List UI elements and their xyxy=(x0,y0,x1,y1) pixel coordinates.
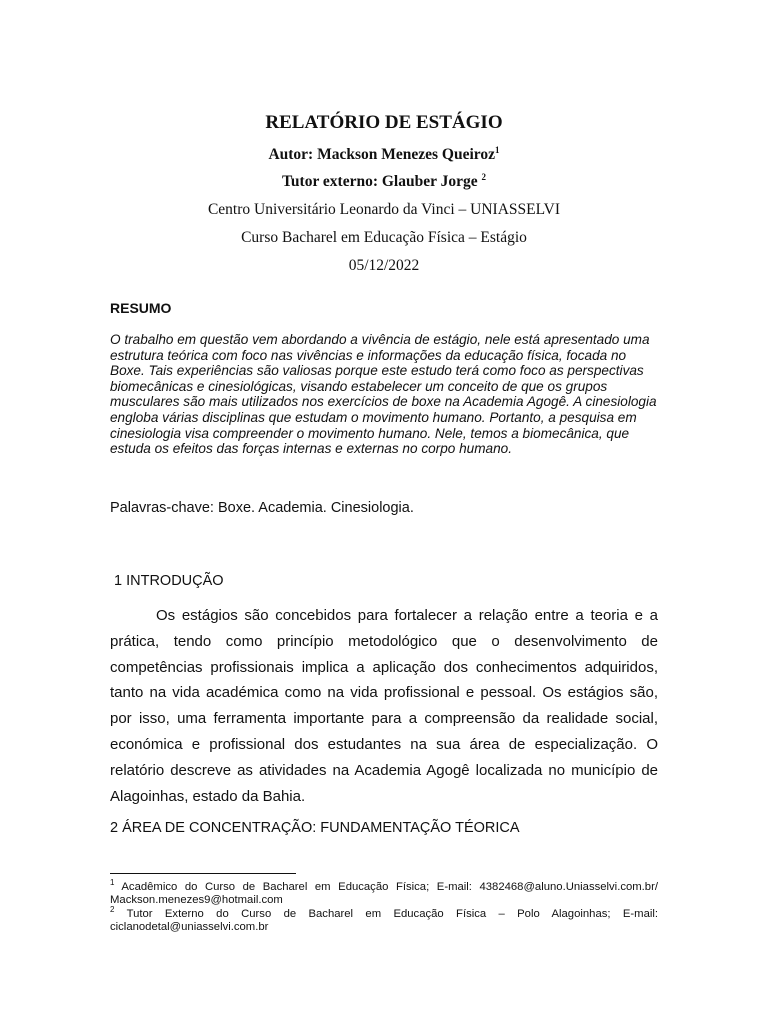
introduction-heading: 1 INTRODUÇÃO xyxy=(114,573,224,589)
author-footnote-mark: 1 xyxy=(495,144,500,155)
footnote-1-mark: 1 xyxy=(110,878,115,888)
footnote-1 xyxy=(110,878,658,907)
document-date: 05/12/2022 xyxy=(348,257,420,274)
author-line xyxy=(0,146,768,164)
footnote-2-text: Tutor Externo do Curso de Bacharel em Educação Física – Polo Alagoinhas; E-mail: ciclanodetal@uniasselvi.com.br xyxy=(110,908,659,933)
abstract-text: O trabalho em questão vem abordando a vivência de estágio, nele está apresentado uma estrutura teórica com foco nas vivências e informações da educação física, focada no Boxe. Tais experiências são valiosas porque este estudo terá como foco as perspectivas biomecânicas e cinesiológicas, visando estabelecer um conceito de que os grupos musculares são mais utilizados nos exercícios de boxe na Academia Agogê. A cinesiologia engloba várias disciplinas que estudam o movimento humano. Portanto, a pesquisa em cinesiologia visa compreender o movimento humano. Nele, temos a biomecânica, que estuda os efeitos das forças internas e externas no corpo humano. xyxy=(110,332,657,457)
tutor-line xyxy=(0,173,768,191)
tutor-footnote-mark: 2 xyxy=(481,171,486,182)
course-line: Curso Bacharel em Educação Física – Estágio xyxy=(241,229,527,246)
institution-line: Centro Universitário Leonardo da Vinci – UNIASSELVI xyxy=(207,201,561,218)
footnote-2-mark: 2 xyxy=(110,905,115,915)
tutor-text: Tutor externo: Glauber Jorge xyxy=(282,173,478,190)
keywords-line: Palavras-chave: Boxe. Academia. Cinesiologia. xyxy=(110,500,414,516)
abstract-heading: RESUMO xyxy=(110,300,172,316)
author-text: Autor: Mackson Menezes Queiroz xyxy=(268,146,496,163)
section2-heading: 2 ÁREA DE CONCENTRAÇÃO: FUNDAMENTAÇÃO TÉORICA xyxy=(110,820,520,836)
footnote-1-text: Acadêmico do Curso de Bacharel em Educação Física; E-mail: 4382468@aluno.Uniasselvi.com.br/ Mackson.menezes9@hotmail.com xyxy=(110,881,658,906)
document-title: RELATÓRIO DE ESTÁGIO xyxy=(265,112,503,133)
footnote-separator xyxy=(110,873,296,874)
introduction-text: Os estágios são concebidos para fortalecer a relação entre a teoria e a prática, tendo como princípio metodológico que o desenvolvimento de competências profissionais implica a aplicação dos conhecimentos adquiridos, tanto na vida académica como na vida profissional e pessoal. Os estágios são, por isso, uma ferramenta importante para a compreensão da realidade social, económica e profissional dos estudantes na sua área de especialização. O relatório descreve as atividades na Academia Agogê localizada no município de Alagoinhas, estado da Bahia. xyxy=(110,607,658,805)
footnote-2 xyxy=(110,905,659,934)
